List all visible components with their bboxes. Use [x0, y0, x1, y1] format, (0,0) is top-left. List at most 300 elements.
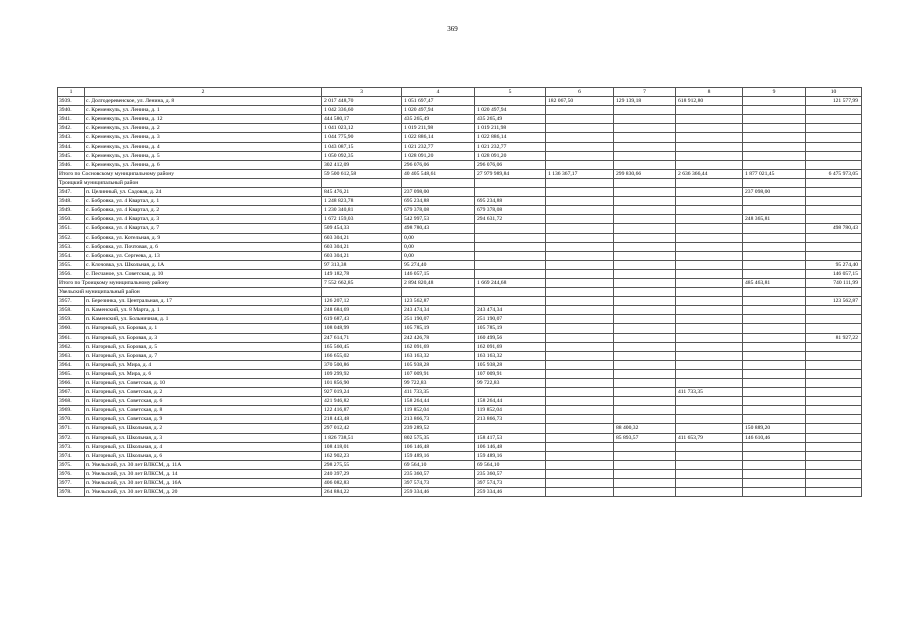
amount-cell — [546, 424, 614, 433]
table-body — [58, 88, 862, 497]
amount-cell — [743, 151, 806, 160]
table-row — [58, 460, 862, 469]
amount-cell — [743, 360, 806, 369]
amount-cell — [806, 433, 862, 442]
amount-cell: 122 416,87 — [322, 406, 402, 415]
amount-cell: 1 044 775,90 — [322, 133, 402, 142]
amount-cell — [743, 324, 806, 333]
amount-cell — [743, 460, 806, 469]
amount-cell: 679 378,08 — [402, 206, 475, 215]
address-cell: с. Кременкуль, ул. Ленина, д. 5 — [85, 151, 322, 160]
amount-cell — [806, 188, 862, 197]
amount-cell: 0,00 — [402, 233, 475, 242]
amount-cell — [546, 397, 614, 406]
amount-cell: 239 289,52 — [402, 424, 475, 433]
amount-cell: 1 022 886,14 — [402, 133, 475, 142]
amount-cell: 1 826 738,51 — [322, 433, 402, 442]
amount-cell — [743, 451, 806, 460]
amount-cell — [806, 324, 862, 333]
amount-cell — [614, 315, 676, 324]
amount-cell — [546, 379, 614, 388]
amount-cell — [676, 197, 743, 206]
amount-cell — [806, 197, 862, 206]
row-number: 3940. — [58, 106, 85, 115]
amount-cell: 105 938,28 — [402, 360, 475, 369]
amount-cell: 444 580,17 — [322, 115, 402, 124]
amount-cell: 509 454,33 — [322, 224, 402, 233]
amount-cell — [676, 115, 743, 124]
amount-cell — [743, 251, 806, 260]
amount-cell: 1 672 159,03 — [322, 215, 402, 224]
amount-cell: 618 912,80 — [676, 97, 743, 106]
amount-cell — [806, 479, 862, 488]
amount-cell — [546, 224, 614, 233]
amount-cell — [806, 469, 862, 478]
amount-cell: 1 042 336,60 — [322, 106, 402, 115]
address-cell: п. Увельский, ул. 30 лет ВЛКСМ, д. 20 — [85, 488, 322, 497]
amount-cell — [546, 115, 614, 124]
amount-cell — [546, 451, 614, 460]
amount-cell — [614, 306, 676, 315]
table-row — [58, 388, 862, 397]
amount-cell: 235 360,57 — [475, 469, 546, 478]
amount-cell — [743, 297, 806, 306]
amount-cell — [676, 451, 743, 460]
amount-cell — [614, 379, 676, 388]
amount-cell: 1 021 232,77 — [402, 142, 475, 151]
amount-cell: 240 397,29 — [322, 469, 402, 478]
amount-cell — [614, 442, 676, 451]
total-row — [58, 169, 862, 178]
amount-cell: 237 098,00 — [402, 188, 475, 197]
amount-cell — [743, 342, 806, 351]
amount-cell — [475, 424, 546, 433]
address-cell: п. Нагорный, ул. Советская, д. 6 — [85, 397, 322, 406]
amount-cell — [743, 488, 806, 497]
table-row — [58, 233, 862, 242]
amount-cell — [614, 233, 676, 242]
empty-cell — [322, 288, 402, 297]
amount-cell — [546, 133, 614, 142]
amount-cell: 1 020 497,94 — [402, 106, 475, 115]
address-cell: п. Нагорный, ул. Мира, д. 4 — [85, 360, 322, 369]
address-cell: с. Бобровка, ул. Котельная, д. 9 — [85, 233, 322, 242]
amount-cell: 6 475 973,05 — [806, 169, 862, 178]
amount-cell: 243 474,34 — [402, 306, 475, 315]
table-row — [58, 142, 862, 151]
page-number: 369 — [447, 25, 458, 33]
amount-cell — [743, 233, 806, 242]
amount-cell — [546, 479, 614, 488]
amount-cell — [546, 315, 614, 324]
amount-cell — [806, 106, 862, 115]
amount-cell — [546, 469, 614, 478]
amount-cell: 298 275,55 — [322, 460, 402, 469]
empty-cell — [743, 288, 806, 297]
amount-cell: 247 614,71 — [322, 333, 402, 342]
row-number: 3954. — [58, 251, 85, 260]
amount-cell: 119 852,04 — [475, 406, 546, 415]
amount-cell — [743, 269, 806, 278]
amount-cell — [806, 351, 862, 360]
amount-cell — [676, 342, 743, 351]
address-cell: п. Нагорный, ул. Боровая, д. 3 — [85, 333, 322, 342]
amount-cell: 213 866,73 — [475, 415, 546, 424]
amount-cell — [806, 379, 862, 388]
amount-cell — [676, 397, 743, 406]
amount-cell: 160 499,56 — [475, 333, 546, 342]
amount-cell — [676, 315, 743, 324]
amount-cell: 294 631,72 — [475, 215, 546, 224]
amount-cell: 259 334,46 — [475, 488, 546, 497]
amount-cell: 679 378,08 — [475, 206, 546, 215]
amount-cell: 158 417,53 — [475, 433, 546, 442]
table-row — [58, 379, 862, 388]
amount-cell — [806, 460, 862, 469]
amount-cell — [806, 142, 862, 151]
amount-cell — [546, 106, 614, 115]
amount-cell: 1 248 823,78 — [322, 197, 402, 206]
amount-cell — [676, 224, 743, 233]
amount-cell — [546, 188, 614, 197]
header-cell: 1 — [58, 88, 85, 97]
header-cell: 2 — [85, 88, 322, 97]
amount-cell — [743, 160, 806, 169]
address-cell: п. Нагорный, ул. Школьная, д. 4 — [85, 442, 322, 451]
amount-cell — [614, 342, 676, 351]
table-row — [58, 442, 862, 451]
address-cell: п. Нагорный, ул. Советская, д. 10 — [85, 379, 322, 388]
amount-cell — [614, 106, 676, 115]
amount-cell: 1 021 232,77 — [475, 142, 546, 151]
amount-cell — [614, 488, 676, 497]
row-number: 3959. — [58, 315, 85, 324]
row-number: 3970. — [58, 415, 85, 424]
table-row — [58, 215, 862, 224]
amount-cell: 0,00 — [402, 242, 475, 251]
amount-cell — [806, 315, 862, 324]
amount-cell: 1 050 092,35 — [322, 151, 402, 160]
amount-cell: 411 733,35 — [676, 388, 743, 397]
amount-cell — [743, 442, 806, 451]
empty-cell — [676, 288, 743, 297]
amount-cell — [806, 151, 862, 160]
amount-cell — [614, 197, 676, 206]
amount-cell — [614, 369, 676, 378]
amount-cell: 182 067,50 — [546, 97, 614, 106]
amount-cell — [546, 442, 614, 451]
amount-cell — [676, 351, 743, 360]
amount-cell — [676, 278, 743, 287]
amount-cell — [676, 260, 743, 269]
amount-cell: 126 207,12 — [322, 297, 402, 306]
row-number: 3947. — [58, 188, 85, 197]
amount-cell: 163 163,32 — [475, 351, 546, 360]
amount-cell — [614, 397, 676, 406]
empty-cell — [614, 288, 676, 297]
amount-cell: 237 098,00 — [743, 188, 806, 197]
amount-cell — [806, 488, 862, 497]
address-cell: п. Нагорный, ул. Мира, д. 6 — [85, 369, 322, 378]
amount-cell: 81 927,22 — [806, 333, 862, 342]
amount-cell — [743, 206, 806, 215]
amount-cell — [475, 242, 546, 251]
amount-cell — [806, 406, 862, 415]
table-row — [58, 160, 862, 169]
amount-cell — [475, 97, 546, 106]
amount-cell — [546, 260, 614, 269]
amount-cell: 1 669 244,68 — [475, 278, 546, 287]
amount-cell: 242 426,78 — [402, 333, 475, 342]
row-number: 3958. — [58, 306, 85, 315]
table-row — [58, 451, 862, 460]
table-row — [58, 397, 862, 406]
amount-cell — [546, 324, 614, 333]
amount-cell: 27 979 989,84 — [475, 169, 546, 178]
address-cell: с. Бобровка, ул. 4 Квартал, д. 3 — [85, 215, 322, 224]
amount-cell: 695 234,88 — [475, 197, 546, 206]
header-cell: 9 — [743, 88, 806, 97]
amount-cell: 251 190,07 — [475, 315, 546, 324]
amount-cell — [614, 388, 676, 397]
amount-cell — [806, 133, 862, 142]
empty-cell — [806, 288, 862, 297]
address-cell: п. Нагорный, ул. Боровая, д. 7 — [85, 351, 322, 360]
empty-cell — [322, 178, 402, 187]
amount-cell — [546, 306, 614, 315]
amount-cell: 235 360,57 — [402, 469, 475, 478]
amount-cell: 7 552 662,85 — [322, 278, 402, 287]
address-cell: п. Нагорный, ул. Советская, д. 9 — [85, 415, 322, 424]
amount-cell — [614, 151, 676, 160]
amount-cell — [676, 160, 743, 169]
address-cell: п. Каменский, ул. 8 Марта, д. 1 — [85, 306, 322, 315]
row-number: 3941. — [58, 115, 85, 124]
amount-cell — [614, 142, 676, 151]
address-cell: с. Кременкуль, ул. Ленина, д. 1 — [85, 106, 322, 115]
table-row — [58, 306, 862, 315]
amount-cell: 129 139,18 — [614, 97, 676, 106]
address-cell: п. Целинный, ул. Садовая, д. 24 — [85, 188, 322, 197]
amount-cell — [546, 488, 614, 497]
address-cell: п. Нагорный, ул. Советская, д. 8 — [85, 406, 322, 415]
amount-cell: 498 780,43 — [806, 224, 862, 233]
amount-cell — [676, 469, 743, 478]
amount-cell — [743, 242, 806, 251]
amount-cell — [743, 224, 806, 233]
amount-cell — [676, 124, 743, 133]
amount-cell: 299 830,66 — [614, 169, 676, 178]
row-number: 3946. — [58, 160, 85, 169]
header-cell: 7 — [614, 88, 676, 97]
amount-cell — [614, 415, 676, 424]
table-row — [58, 124, 862, 133]
amount-cell: 119 852,04 — [402, 406, 475, 415]
table-row — [58, 188, 862, 197]
amount-cell: 106 146,48 — [402, 442, 475, 451]
amount-cell — [676, 479, 743, 488]
row-number: 3939. — [58, 97, 85, 106]
address-cell: с. Кременкуль, ул. Ленина, д. 6 — [85, 160, 322, 169]
row-number: 3971. — [58, 424, 85, 433]
amount-cell — [676, 242, 743, 251]
amount-cell — [614, 206, 676, 215]
amount-cell — [743, 388, 806, 397]
address-cell: с. Бобровка, ул. Сергеева, д. 13 — [85, 251, 322, 260]
amount-cell: 162 091,69 — [402, 342, 475, 351]
amount-cell: 603 304,21 — [322, 251, 402, 260]
amount-cell — [806, 397, 862, 406]
row-number: 3969. — [58, 406, 85, 415]
row-number: 3949. — [58, 206, 85, 215]
address-cell: п. Нагорный, ул. Школьная, д. 2 — [85, 424, 322, 433]
amount-cell — [743, 97, 806, 106]
table-row — [58, 424, 862, 433]
amount-cell — [743, 406, 806, 415]
amount-cell: 845 476,21 — [322, 188, 402, 197]
amount-cell: 101 856,90 — [322, 379, 402, 388]
row-number: 3977. — [58, 479, 85, 488]
amount-cell: 411 733,35 — [402, 388, 475, 397]
amount-cell — [546, 197, 614, 206]
amount-cell — [676, 233, 743, 242]
amount-cell — [806, 206, 862, 215]
amount-cell — [806, 424, 862, 433]
row-number: 3976. — [58, 469, 85, 478]
total-label: Итого по Сосновскому муниципальному району — [58, 169, 322, 178]
register-table — [57, 87, 862, 497]
amount-cell — [475, 188, 546, 197]
row-number: 3952. — [58, 233, 85, 242]
empty-cell — [402, 178, 475, 187]
amount-cell — [614, 406, 676, 415]
row-number: 3942. — [58, 124, 85, 133]
address-cell: с. Бобровка, ул. Почтовая, д. 6 — [85, 242, 322, 251]
address-cell: п. Нагорный, ул. Боровая, д. 1 — [85, 324, 322, 333]
amount-cell — [475, 297, 546, 306]
row-number: 3967. — [58, 388, 85, 397]
table-row — [58, 242, 862, 251]
amount-cell: 0,00 — [402, 251, 475, 260]
amount-cell — [614, 215, 676, 224]
amount-cell — [676, 297, 743, 306]
amount-cell: 1 877 021,45 — [743, 169, 806, 178]
amount-cell — [614, 479, 676, 488]
amount-cell: 218 443,48 — [322, 415, 402, 424]
amount-cell — [806, 415, 862, 424]
amount-cell — [806, 369, 862, 378]
amount-cell: 40 405 548,61 — [402, 169, 475, 178]
amount-cell — [676, 324, 743, 333]
table-row — [58, 151, 862, 160]
amount-cell: 158 264,44 — [402, 397, 475, 406]
row-number: 3961. — [58, 333, 85, 342]
row-number: 3944. — [58, 142, 85, 151]
amount-cell: 1 028 091,20 — [475, 151, 546, 160]
amount-cell: 2 017 448,70 — [322, 97, 402, 106]
amount-cell — [806, 160, 862, 169]
amount-cell — [546, 206, 614, 215]
table-row — [58, 224, 862, 233]
address-cell: п. Увельский, ул. 30 лет ВЛКСМ, д. 16А — [85, 479, 322, 488]
row-number: 3957. — [58, 297, 85, 306]
amount-cell: 95 274,40 — [806, 260, 862, 269]
address-cell: п. Каменский, ул. Больничная, д. 1 — [85, 315, 322, 324]
address-cell: с. Бобровка, ул. 4 Квартал, д. 1 — [85, 197, 322, 206]
table-row — [58, 469, 862, 478]
amount-cell: 243 474,34 — [475, 306, 546, 315]
amount-cell: 2 636 366,44 — [676, 169, 743, 178]
table-row — [58, 351, 862, 360]
address-cell: с. Кременкуль, ул. Ленина, д. 4 — [85, 142, 322, 151]
table-row — [58, 415, 862, 424]
empty-cell — [546, 288, 614, 297]
amount-cell — [743, 379, 806, 388]
amount-cell — [614, 188, 676, 197]
amount-cell: 108 418,01 — [322, 442, 402, 451]
amount-cell — [546, 406, 614, 415]
table-row — [58, 479, 862, 488]
amount-cell: 397 574,73 — [475, 479, 546, 488]
amount-cell — [546, 297, 614, 306]
table-row — [58, 488, 862, 497]
address-cell: с. Песчаное, ул. Советская, д. 10 — [85, 269, 322, 278]
amount-cell — [614, 242, 676, 251]
amount-cell: 802 575,35 — [402, 433, 475, 442]
amount-cell — [806, 342, 862, 351]
amount-cell: 105 785,19 — [402, 324, 475, 333]
address-cell: п. Нагорный, ул. Советская, д. 2 — [85, 388, 322, 397]
amount-cell — [475, 269, 546, 278]
amount-cell: 1 043 087,15 — [322, 142, 402, 151]
amount-cell: 108 048,99 — [322, 324, 402, 333]
amount-cell — [676, 151, 743, 160]
table-row — [58, 360, 862, 369]
amount-cell: 296 076,06 — [475, 160, 546, 169]
row-number: 3956. — [58, 269, 85, 278]
empty-cell — [806, 178, 862, 187]
amount-cell — [676, 251, 743, 260]
table-row — [58, 197, 862, 206]
amount-cell: 1 019 211,98 — [475, 124, 546, 133]
table-row — [58, 133, 862, 142]
amount-cell — [743, 142, 806, 151]
amount-cell — [614, 451, 676, 460]
amount-cell: 435 265,49 — [475, 115, 546, 124]
header-cell: 5 — [475, 88, 546, 97]
row-number: 3964. — [58, 360, 85, 369]
amount-cell — [614, 269, 676, 278]
amount-cell — [806, 306, 862, 315]
amount-cell: 159 489,16 — [402, 451, 475, 460]
amount-cell — [614, 124, 676, 133]
amount-cell: 59 500 612,58 — [322, 169, 402, 178]
amount-cell: 159 489,16 — [475, 451, 546, 460]
amount-cell: 297 012,42 — [322, 424, 402, 433]
amount-cell: 740 111,99 — [806, 278, 862, 287]
amount-cell — [743, 115, 806, 124]
amount-cell — [743, 133, 806, 142]
amount-cell: 435 265,49 — [402, 115, 475, 124]
amount-cell: 411 653,79 — [676, 433, 743, 442]
amount-cell — [743, 197, 806, 206]
table-row — [58, 406, 862, 415]
row-number: 3953. — [58, 242, 85, 251]
amount-cell — [546, 369, 614, 378]
section-row — [58, 288, 862, 297]
amount-cell — [743, 260, 806, 269]
amount-cell — [676, 133, 743, 142]
